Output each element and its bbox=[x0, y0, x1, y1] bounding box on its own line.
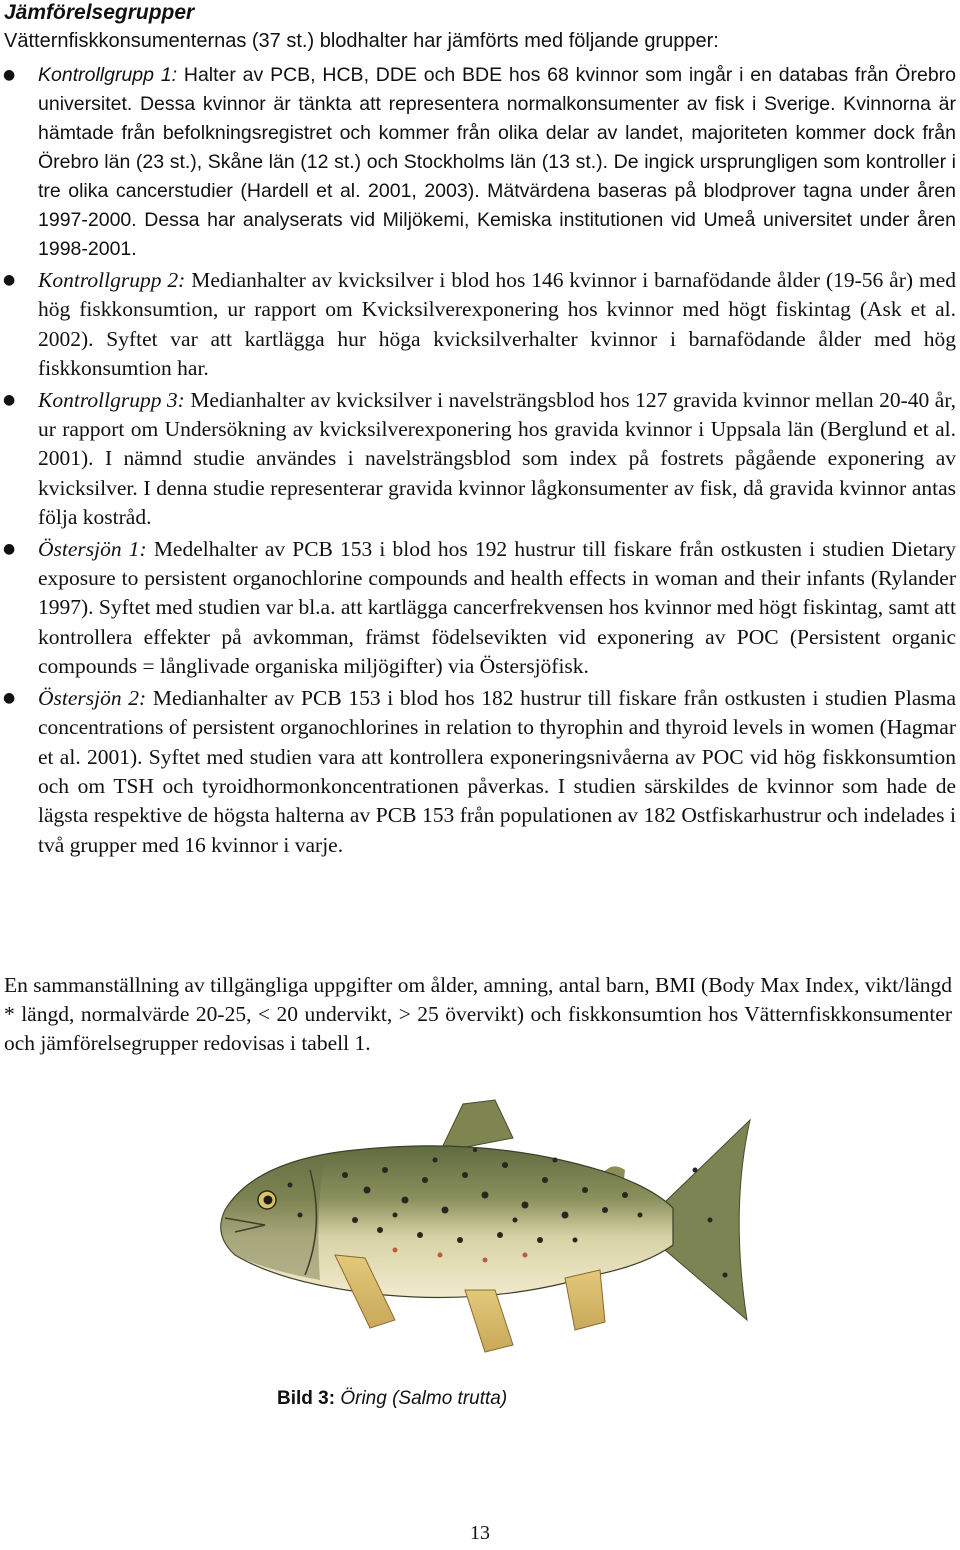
list-item-kontrollgrupp-1 bbox=[0, 61, 960, 264]
bullet-icon: ● bbox=[3, 67, 16, 83]
caption-label: Bild 3: bbox=[277, 1388, 336, 1409]
bullet-icon: ● bbox=[3, 689, 16, 706]
list-item-kontrollgrupp-2 bbox=[0, 266, 960, 384]
bullet-icon: ● bbox=[3, 391, 16, 408]
comparison-group-list bbox=[0, 61, 960, 862]
group-text: Medianhalter av kvicksilver i blod hos 146 kvinnor i barnafödande ålder (19-56 år) med hög fiskkonsumtion, ur rapport om Kvicksilverexponering hos kvinnor med högt fiskintag (Ask et al. 2002). Syftet var att kartlägga hur höga kvicksilverhalter kvinnor i barnafödande ålder med hög fiskkonsumtion har. bbox=[38, 268, 956, 381]
summary-paragraph: En sammanställning av tillgängliga uppgifter om ålder, amning, antal barn, BMI (Body Max Index, vikt/längd * längd, normalvärde 20-25, < 20 undervikt, > 25 övervikt) och fiskkonsumtion hos Vätternfiskkonsumenter och jämförelsegrupper redovisas i tabell 1. bbox=[4, 973, 952, 1055]
group-lead: Kontrollgrupp 3: bbox=[38, 387, 185, 412]
caption-text: Öring (Salmo trutta) bbox=[335, 1388, 508, 1409]
list-item-ostersjon-1 bbox=[0, 535, 960, 682]
group-lead: Östersjön 1: bbox=[38, 536, 147, 561]
section-heading: Jämförelsegrupper bbox=[4, 1, 195, 24]
group-text: Medianhalter av PCB 153 i blod hos 182 hustrur till fiskare från ostkusten i studien Plasma concentrations of persistent organochlorines in relation to thyrophin and thyroid levels in women (Hagmar et al. 2001). Syftet med studien vara att kontrollera exponeringsnivåerna av POC vid hög fiskkonsumtion och om TSH och tyroidhormonkoncentrationen påverkas. I studien särskildes de kvinnor som hade de lägsta respektive de högsta halterna av PCB 153 från populationen av 182 Ostfiskarhustrur och indelades i två grupper med 16 kvinnor i varje. bbox=[38, 685, 957, 857]
trout-illustration bbox=[195, 1090, 755, 1370]
bullet-icon: ● bbox=[3, 272, 16, 288]
group-lead: Östersjön 2: bbox=[38, 685, 147, 710]
group-text: Medelhalter av PCB 153 i blod hos 192 hustrur till fiskare från ostkusten i studien Dietary exposure to persistent organochlorine compounds and health effects in woman and their infants (Rylander 1997). Syftet med studien var bl.a. att kartlägga cancerfrekvensen hos kvinnor med högt fiskintag, samt att kontrollera effekter på avkomman, främst födelsevikten vid exponering av POC (Persistent organic compounds = långlivade organiska miljögifter) via Östersjöfisk. bbox=[38, 536, 956, 679]
group-text: Medianhalter av kvicksilver i navelsträngsblod hos 127 gravida kvinnor mellan 20-40 år, ur rapport om Undersökning av kvicksilverexponering hos gravida kvinnor i Uppsala län (Berglund et al. 2001). I nämnd studie användes i navelsträngsblod som index på fostrets pågående exponering av kvicksilver. I denna studie representerar gravida kvinnor lågkonsumenter av fisk, då gravida kvinnor antas följa kostråd. bbox=[38, 387, 956, 530]
group-lead: Kontrollgrupp 1: bbox=[38, 64, 178, 86]
list-item-ostersjon-2 bbox=[0, 684, 960, 860]
page-number: 13 bbox=[470, 1522, 490, 1544]
intro-paragraph: Vätternfiskkonsumenternas (37 st.) blodhalter har jämförts med följande grupper: bbox=[4, 30, 719, 52]
figure-caption bbox=[277, 1386, 507, 1412]
group-text: Halter av PCB, HCB, DDE och BDE hos 68 kvinnor som ingår i en databas från Örebro universitet. Dessa kvinnor är tänkta att representera normalkonsumenter av fisk i Sverige. Kvinnorna är hämtade från befolkningsregistret och kommer från olika delar av landet, majoriteten kommer dock från Örebro län (23 st.), Skåne län (12 st.) och Stockholms län (13 st.). De ingick ursprungligen som kontroller i tre olika cancerstudier (Hardell et al. 2001, 2003). Mätvärdena baseras på blodprover tagna under åren 1997-2000. Dessa har analyserats vid Miljökemi, Kemiska institutionen vid Umeå universitet under åren 1998-2001. bbox=[38, 64, 957, 260]
list-item-kontrollgrupp-3 bbox=[0, 386, 960, 533]
trout-icon bbox=[195, 1090, 755, 1370]
group-lead: Kontrollgrupp 2: bbox=[38, 268, 186, 292]
bullet-icon: ● bbox=[3, 540, 16, 557]
